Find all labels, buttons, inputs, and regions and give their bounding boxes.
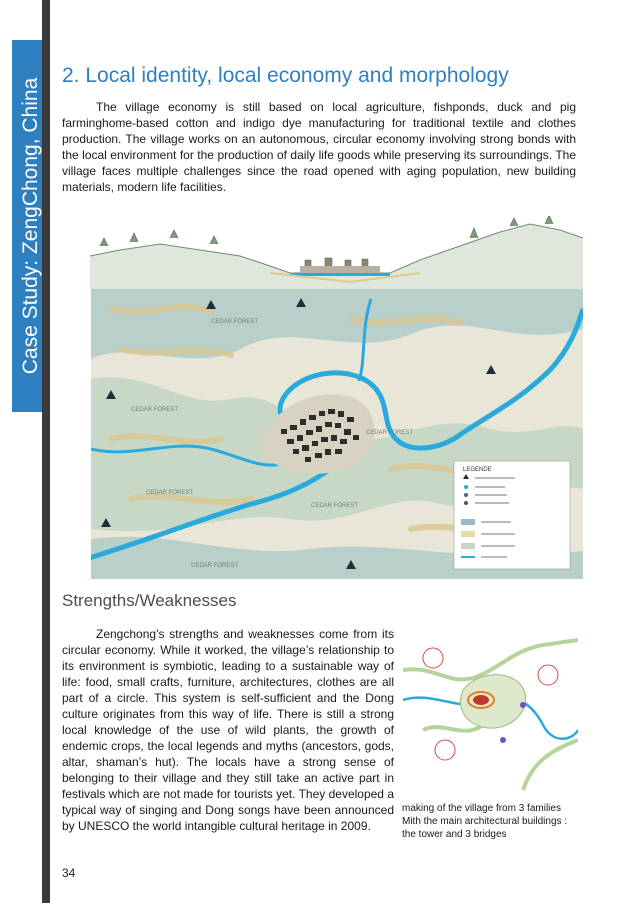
strengths-paragraph — [62, 626, 394, 834]
intro-text: The village economy is still based on local agriculture, fishponds, duck and pig farminghome-based cotton and indigo dye manufacturing for traditional textile and clothes production. The village works on an autonomous, circular economy involving strong bonds with the local environment for the production of daily life goods while preserving its surroundings. The village faces multiple challenges since the road opened with aging population, new building materials, modern life facilities. — [62, 100, 576, 194]
page-title: 2. Local identity, local economy and morphology — [62, 64, 509, 87]
map-forest-label: CEDAR FOREST — [191, 563, 239, 569]
map-forest-label: CEDAR FOREST — [366, 430, 414, 436]
sidebar-label: Case Study: ZengChong, China — [19, 77, 42, 375]
sidebar — [0, 0, 50, 903]
valley-section-drawing — [90, 216, 583, 290]
page-number: 34 — [62, 866, 76, 880]
map-forest-label: CEDAR FOREST — [131, 407, 179, 413]
strengths-text: Zengchong’s strengths and weaknesses come from its circular economy. While it worked, the village’s relationship to its environment is symbiotic, leading to a sustainable way of life: food, small crafts, furniture, architectures, clothes are all part of a circle. This system is self-sufficient and the Dong culture originates from this way of life. There is still a strong local knowledge of the use of wild plants, the growth of endemic crops, the local legends and myths (ancestors, gods, altar, shaman’s hut). The locals have a strong sense of belonging to their village and they still take an active part in festivals which are not made for tourists yet. They developed a typical way of singing and Dong songs have been announced by UNESCO the world intangible cultural heritage in 2009. — [62, 627, 394, 833]
village-making-diagram — [403, 630, 578, 800]
map-legend — [454, 461, 570, 569]
village-map — [91, 289, 583, 579]
map-forest-label: CEDAR FOREST — [146, 490, 194, 496]
intro-paragraph — [62, 99, 576, 195]
map-forest-label: CEDAR FOREST — [311, 503, 359, 509]
legend-title: LEGENDE — [463, 467, 492, 473]
map-forest-label: CEDAR FOREST — [211, 319, 259, 325]
figure-caption: making of the village from 3 families Mith the main architectural buildings : the tower and 3 bridges — [402, 803, 568, 840]
section-heading: Strengths/Weaknesses — [62, 591, 237, 610]
